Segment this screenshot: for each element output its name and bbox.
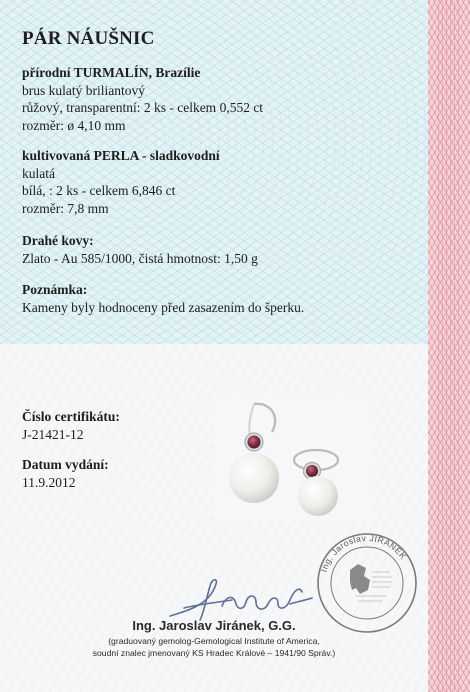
issue-date: 11.9.2012 — [22, 475, 76, 490]
decorative-side-strip-lines — [438, 0, 460, 692]
note-section — [22, 281, 304, 316]
stone-tourmaline-heading: přírodní TURMALÍN, Brazílie — [22, 65, 201, 80]
signatory-credential-line: (graduovaný gemolog-Gemological Institute of America, — [108, 636, 320, 646]
stone-tourmaline-line: růžový, transparentní: 2 ks - celkem 0,552 ct — [22, 100, 264, 115]
stone-pearl-heading: kultivovaná PERLA - sladkovodní — [22, 148, 220, 163]
document-title: PÁR NÁUŠNIC — [22, 28, 155, 49]
signatory-credential-line: soudní znalec jmenovaný KS Hradec Králové – 1941/90 Správ.) — [92, 648, 336, 658]
metals-line: Zlato - Au 585/1000, čistá hmotnost: 1,50 g — [22, 250, 258, 266]
lion-emblem-icon — [350, 564, 370, 594]
signatory-name: Ing. Jaroslav Jiránek, G.G. — [132, 618, 296, 633]
certificate-number-label: Číslo certifikátu: — [22, 409, 120, 424]
stone-tourmaline-line: rozměr: ø 4,10 mm — [22, 117, 126, 133]
metals-section — [22, 232, 258, 267]
note-heading: Poznámka: — [22, 282, 88, 297]
certificate-number-block — [22, 408, 120, 444]
note-line: Kameny byly hodnoceny před zasazením do šperku. — [22, 299, 305, 315]
stone-pearl-section — [22, 147, 220, 217]
stone-pearl-line: bílá, : 2 ks - celkem 6,846 ct — [22, 183, 176, 198]
seal-ring-text: Ing. Jaroslav JIRÁNEK — [318, 532, 409, 574]
stone-pearl-line: rozměr: 7,8 mm — [22, 200, 109, 216]
issue-date-block — [22, 456, 109, 492]
issue-date-label: Datum vydání: — [22, 457, 109, 472]
stone-pearl-line: kulatá — [22, 165, 55, 181]
certificate-number: J-21421-12 — [22, 427, 84, 442]
stone-tourmaline-line: brus kulatý briliantový — [22, 82, 145, 98]
metals-heading: Drahé kovy: — [22, 233, 94, 248]
earrings-photo — [214, 396, 372, 520]
stone-tourmaline-section — [22, 64, 263, 134]
